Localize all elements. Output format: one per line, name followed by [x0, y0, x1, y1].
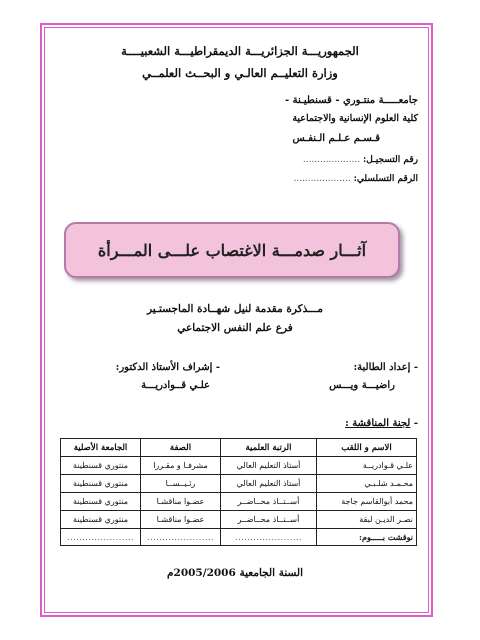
defense-date-row [61, 529, 417, 546]
defense-dots: ...................... [61, 529, 141, 546]
member-university: منتوري قسنطينة [61, 511, 141, 529]
serial-label: الرقم التسلسلي: [353, 174, 418, 184]
member-university: منتوري قسنطينة [61, 457, 141, 475]
supervisor-name: علـي قــوادريـــة [141, 380, 210, 391]
committee-label: لجنة المناقشة : [345, 418, 411, 429]
member-rank: أستاذ التعليم العالي [221, 457, 317, 475]
republic-heading: الجمهوريـــة الجزائريـــة الديمقراطيـــة الشعبيــــة [121, 44, 359, 58]
supervisor-label: - إشراف الأستاذ الدكتور: [115, 362, 220, 373]
defense-dots: ...................... [221, 529, 317, 546]
member-name: محـمـد شلـبـي [317, 475, 417, 493]
serial-dots: .................... [293, 174, 351, 184]
department-name: قـسـم عـلـم الـنفـس [292, 133, 380, 144]
jury-table [60, 438, 417, 546]
header-rank: الرتبة العلمية [221, 439, 317, 457]
header-university: الجامعة الأصلية [61, 439, 141, 457]
member-rank: أســتــاذ محــاضــر [221, 511, 317, 529]
member-name: محمد أبوالقاسم جاجة [317, 493, 417, 511]
defense-dots: ...................... [141, 529, 221, 546]
thesis-title: آثـــار صدمـــة الاغتصاب علـــى المـــرأة [97, 240, 367, 260]
member-role: عضـوا مناقشـا [141, 493, 221, 511]
table-row [61, 457, 417, 475]
student-label: - إعداد الطالبة: [353, 362, 418, 373]
member-university: منتوري قسنطينة [61, 493, 141, 511]
member-role: عضـوا مناقشـا [141, 511, 221, 529]
table-row [61, 475, 417, 493]
member-role: مشرفـا و مقـررا [141, 457, 221, 475]
defense-date-label: نوقشت بـــــوم: [317, 529, 417, 546]
member-name: نصـر الديـن لبقة [317, 511, 417, 529]
registration-label: رقم التسجيـل: [362, 155, 418, 165]
memo-subtitle: مـــذكرة مقدمة لنيل شهــادة الماجستـير [146, 303, 324, 315]
registration-dots: .................... [302, 155, 361, 165]
student-name: راضيـــة ويـــس [329, 380, 395, 391]
committee-heading [345, 418, 418, 429]
table-row [61, 511, 417, 529]
university-name: جامعـــــة منتـوري - قسنطيـنة - [284, 95, 418, 106]
member-university: منتوري قسنطينة [61, 475, 141, 493]
ministry-heading: وزارة التعليــم العالـي و البحــث العلمــي [142, 66, 338, 80]
branch-subtitle: فرع علم النفس الاجتماعي [177, 322, 293, 334]
table-row [61, 493, 417, 511]
header-role: الصفة [141, 439, 221, 457]
member-rank: أستاذ التعليم العالي [221, 475, 317, 493]
academic-year: السنة الجامعية 2005/2006م [167, 567, 303, 579]
faculty-name: كلية العلوم الإنسانية والاجتماعية [292, 113, 418, 124]
committee-dash: - [413, 418, 418, 429]
thesis-title-box [64, 222, 400, 278]
member-rank: أســتــاذ محــاضــر [221, 493, 317, 511]
header-name: الاسم و اللقب [317, 439, 417, 457]
serial-number-line [293, 174, 418, 184]
member-name: علـي قـوادريــة [317, 457, 417, 475]
member-role: رئـيــســا [141, 475, 221, 493]
registration-number-line [303, 155, 418, 165]
jury-header-row [61, 439, 417, 457]
